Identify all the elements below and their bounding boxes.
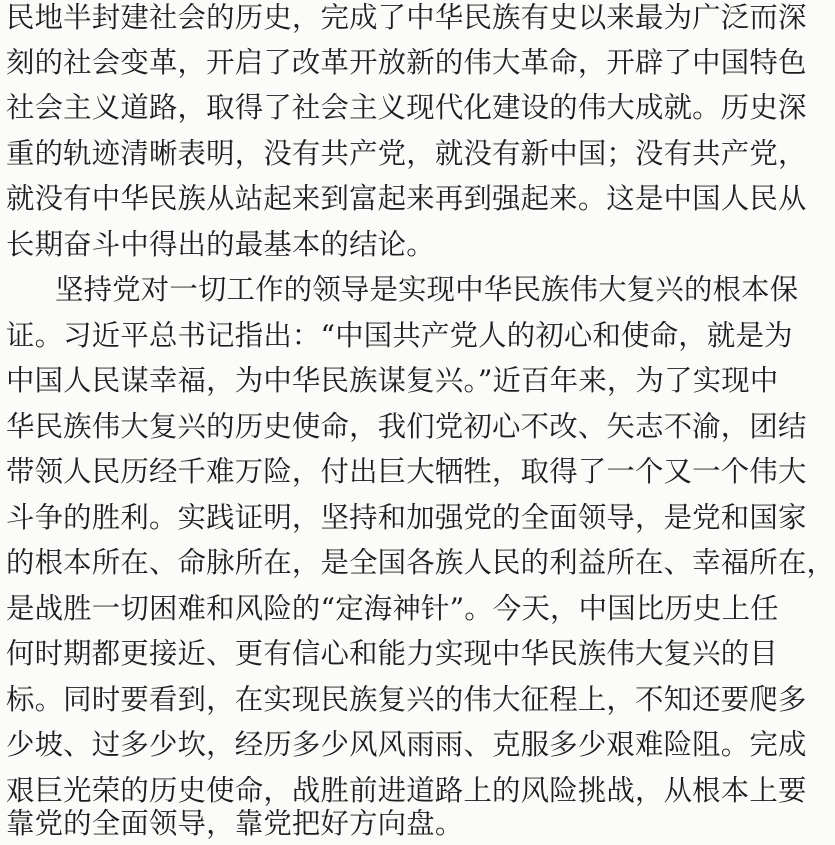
paragraph-2-line-4: 华民族伟大复兴的历史使命，我们党初心不改、矢志不渝，团结 bbox=[6, 410, 807, 443]
paragraph-2-line-10: 标。同时要看到，在实现民族复兴的伟大征程上，不知还要爬多 bbox=[6, 683, 807, 716]
paragraph-2-line-1: 坚持党对一切工作的领导是实现中华民族伟大复兴的根本保 bbox=[55, 273, 799, 306]
paragraph-2-line-2: 证。习近平总书记指出：“中国共产党人的初心和使命，就是为 bbox=[6, 319, 793, 352]
paragraph-2-line-3: 中国人民谋幸福，为中华民族谋复兴。”近百年来，为了实现中 bbox=[6, 364, 779, 397]
paragraph-1-line-4: 重的轨迹清晰表明，没有共产党，就没有新中国；没有共产党， bbox=[6, 137, 807, 170]
paragraph-2-line-8: 是战胜一切困难和风险的“定海神针”。今天，中国比历史上任 bbox=[6, 592, 779, 625]
paragraph-1-line-1: 民地半封建社会的历史，完成了中华民族有史以来最为广泛而深 bbox=[6, 1, 807, 34]
paragraph-1-line-2: 刻的社会变革，开启了改革开放新的伟大革命，开辟了中国特色 bbox=[6, 46, 807, 79]
paragraph-2-line-13: 靠党的全面领导，靠党把好方向盘。 bbox=[6, 807, 464, 840]
paragraph-1-line-3: 社会主义道路，取得了社会主义现代化建设的伟大成就。历史深 bbox=[6, 91, 807, 124]
paragraph-2-line-7: 的根本所在、命脉所在，是全国各族人民的利益所在、幸福所在， bbox=[6, 546, 835, 579]
paragraph-1-line-6: 长期奋斗中得出的最基本的结论。 bbox=[6, 228, 435, 261]
paragraph-2-line-6: 斗争的胜利。实践证明，坚持和加强党的全面领导，是党和国家 bbox=[6, 501, 807, 534]
paragraph-1-line-5: 就没有中华民族从站起来到富起来再到强起来。这是中国人民从 bbox=[6, 182, 807, 215]
paragraph-2-line-5: 带领人民历经千难万险，付出巨大牺牲，取得了一个又一个伟大 bbox=[6, 455, 807, 488]
paragraph-2-line-12: 艰巨光荣的历史使命，战胜前进道路上的风险挑战，从根本上要 bbox=[6, 774, 807, 807]
paragraph-2-line-9: 何时期都更接近、更有信心和能力实现中华民族伟大复兴的目 bbox=[6, 637, 778, 670]
paragraph-2-line-11: 少坡、过多少坎，经历多少风风雨雨、克服多少艰难险阻。完成 bbox=[6, 728, 807, 761]
